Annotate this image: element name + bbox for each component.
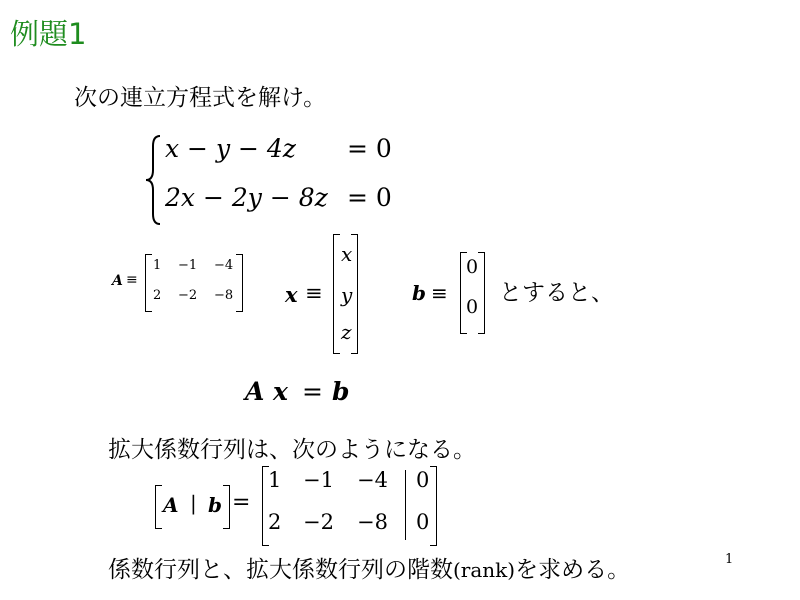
matrix-A-cell: 1 bbox=[153, 258, 162, 273]
vector-x-cell: y bbox=[341, 283, 353, 307]
definition-suffix: とすると、 bbox=[499, 280, 614, 306]
vector-x-symbol: x bbox=[285, 282, 298, 307]
matrix-A-cell: −1 bbox=[178, 258, 198, 273]
vector-b-right-bracket bbox=[478, 252, 485, 334]
equiv-symbol: ≡ bbox=[305, 281, 323, 305]
axb-equals: = bbox=[302, 377, 323, 406]
augmented-right-bracket bbox=[430, 466, 437, 546]
matrix-A-left-bracket bbox=[145, 254, 152, 312]
augmented-cell: 0 bbox=[416, 510, 430, 534]
vector-b-cell: 0 bbox=[466, 296, 479, 318]
augmented-cell: 0 bbox=[416, 468, 430, 492]
page-number: 1 bbox=[725, 552, 734, 567]
axb-b: b bbox=[332, 377, 350, 406]
augmented-equals: = bbox=[232, 490, 251, 515]
axb-x: x bbox=[273, 377, 288, 406]
augmented-label-left-bracket bbox=[155, 485, 162, 529]
augmented-cell: −1 bbox=[303, 468, 334, 492]
rank-text-part-1: 係数行列と、拡大係数行列の階数 bbox=[108, 557, 453, 583]
vector-b-cell: 0 bbox=[466, 256, 479, 278]
augmented-cell: −4 bbox=[357, 468, 388, 492]
matrix-A-right-bracket bbox=[236, 254, 243, 312]
left-brace-icon bbox=[144, 134, 162, 226]
vector-x-cell: z bbox=[341, 320, 352, 344]
augmented-matrix-text: 拡大係数行列は、次のようになる。 bbox=[108, 437, 476, 463]
augmented-label-right-bracket bbox=[223, 485, 230, 529]
matrix-A-cell: −2 bbox=[178, 288, 198, 303]
equiv-symbol: ≡ bbox=[431, 281, 448, 305]
augmented-label-separator: | bbox=[190, 491, 197, 515]
matrix-A-cell: −4 bbox=[214, 258, 234, 273]
augmented-cell: −8 bbox=[357, 510, 388, 534]
vector-b-symbol: b bbox=[412, 281, 426, 305]
rank-sentence bbox=[108, 551, 630, 584]
vector-x-right-bracket bbox=[351, 234, 358, 354]
matrix-A-cell: 2 bbox=[153, 288, 162, 303]
rank-text-part-3: を求める。 bbox=[515, 557, 631, 583]
equation-2-rhs: = 0 bbox=[347, 183, 392, 212]
matrix-A-cell: −8 bbox=[214, 288, 234, 303]
slide-title: 例題1 bbox=[10, 17, 87, 51]
equation-1-rhs: = 0 bbox=[347, 134, 392, 163]
augmented-cell: 1 bbox=[268, 468, 282, 492]
equation-2-lhs: 2x − 2y − 8z bbox=[165, 183, 328, 212]
augmented-divider bbox=[405, 470, 406, 540]
axb-A: A bbox=[245, 377, 265, 406]
vector-x-left-bracket bbox=[333, 234, 340, 354]
augmented-cell: 2 bbox=[268, 510, 282, 534]
augmented-label-b: b bbox=[208, 493, 222, 517]
augmented-cell: −2 bbox=[303, 510, 334, 534]
equiv-symbol: ≡ bbox=[126, 272, 138, 288]
problem-statement: 次の連立方程式を解け。 bbox=[74, 85, 327, 111]
rank-text-part-2: (rank) bbox=[453, 558, 516, 582]
vector-x-cell: x bbox=[341, 242, 353, 266]
augmented-label-A: A bbox=[163, 493, 179, 517]
equation-1-lhs: x − y − 4z bbox=[165, 134, 296, 163]
matrix-A-symbol: A bbox=[112, 273, 123, 289]
